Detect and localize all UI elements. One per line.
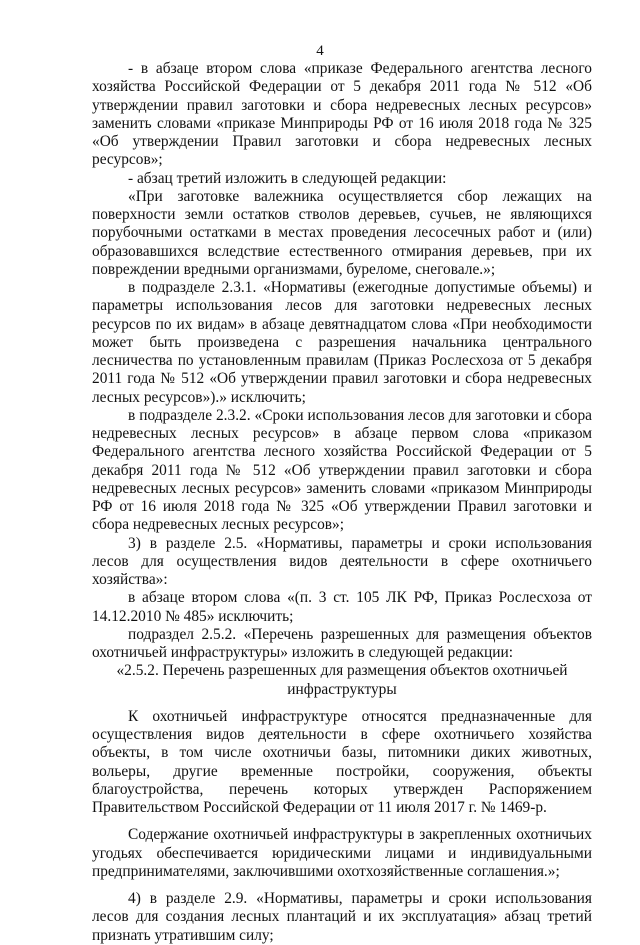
page-number: 4 [316, 43, 324, 59]
paragraph-second-paragraph-removal: в абзаце втором слова «(п. 3 ст. 105 ЛК РФ, Приказ Рослесхоза от 14.12.2010 № 485» исключить; [92, 589, 592, 625]
paragraph-first-paragraph-amendment: - в абзаце втором слова «приказе Федерального агентства лесного хозяйства Российской Федерации от 5 декабря 2011 года № 512 «Об утверждении правил заготовки и сбора недревесных лесных ресурсов» заменить словами «приказе Минприроды РФ от 16 июля 2018 года № 325 «Об утверждении Правил заготовки и сбора недревесных лесных ресурсов»; [92, 60, 592, 169]
paragraph-deadwood-definition: «При заготовке валежника осуществляется сбор лежащих на поверхности земли остатков стволов деревьев, сучьев, не являющихся порубочными остатками в местах проведения лесосечных работ и (или) образовавшихся вследствие естественного отмирания деревьев, при их повреждении вредными организмами, буреломе, снеговале.»; [92, 187, 592, 278]
paragraph-subsection-2-5-2-intro: подраздел 2.5.2. «Перечень разрешенных для размещения объектов охотничьей инфраструктуры» изложить в следующей редакции: [92, 625, 592, 661]
paragraph-section-2-9: 4) в разделе 2.9. «Нормативы, параметры и сроки использования лесов для создания лесных плантаций и их эксплуатация» абзац третий признать утратившим силу; [92, 890, 592, 944]
paragraph-third-paragraph-intro: - абзац третий изложить в следующей редакции: [128, 169, 447, 187]
paragraph-hunting-infrastructure: К охотничьей инфраструктуре относятся предназначенные для осуществления видов деятельности в сфере охотничьего хозяйства объекты, в том числе охотничьи базы, питомники диких животных, вольеры, другие временные постройки, сооружения, объекты благоустройства, перечень которых утвержден Распоряжением Правительством Российской Федерации от 11 июля 2017 г. № 1469-р. [92, 707, 592, 816]
paragraph-subsection-2-3-2: в подразделе 2.3.2. «Сроки использования лесов для заготовки и сбора недревесных лесных ресурсов» в абзаце первом слова «приказом Федерального агентства лесного хозяйства Российской Федерации от 5 декабря 2011 года № 512 «Об утверждении правил заготовки и сбора недревесных лесных ресурсов» заменить словами «приказом Минприроды РФ от 16 июля 2018 года № 325 «Об утверждении Правил заготовки и сбора недревесных лесных ресурсов»; [92, 406, 592, 534]
paragraph-subsection-2-3-1: в подразделе 2.3.1. «Нормативы (ежегодные допустимые объемы) и параметры использования лесов для заготовки недревесных лесных ресурсов по их видам» в абзаце девятнадцатом слова «При необходимости может быть произведена с разрешения начальника центрального лесничества по установленным правилам (Приказ Рослесхоза от 5 декабря 2011 года № 512 «Об утверждении правил заготовки и сбора недревесных лесных ресурсов»).» исключить; [92, 279, 592, 406]
document-body [92, 60, 592, 945]
paragraph-infrastructure-maintenance: Содержание охотничьей инфраструктуры в закрепленных охотничьих угодьях обеспечивается юридическими лицами и индивидуальными предпринимателями, заключившими охотхозяйственные соглашения.»; [92, 826, 592, 880]
paragraph-section-2-5: 3) в разделе 2.5. «Нормативы, параметры и сроки использования лесов для осуществления видов деятельности в сфере охотничьего хозяйства»: [92, 534, 592, 588]
subsection-heading-2-5-2: «2.5.2. Перечень разрешенных для размещения объектов охотничьей инфраструктуры [116, 662, 568, 698]
